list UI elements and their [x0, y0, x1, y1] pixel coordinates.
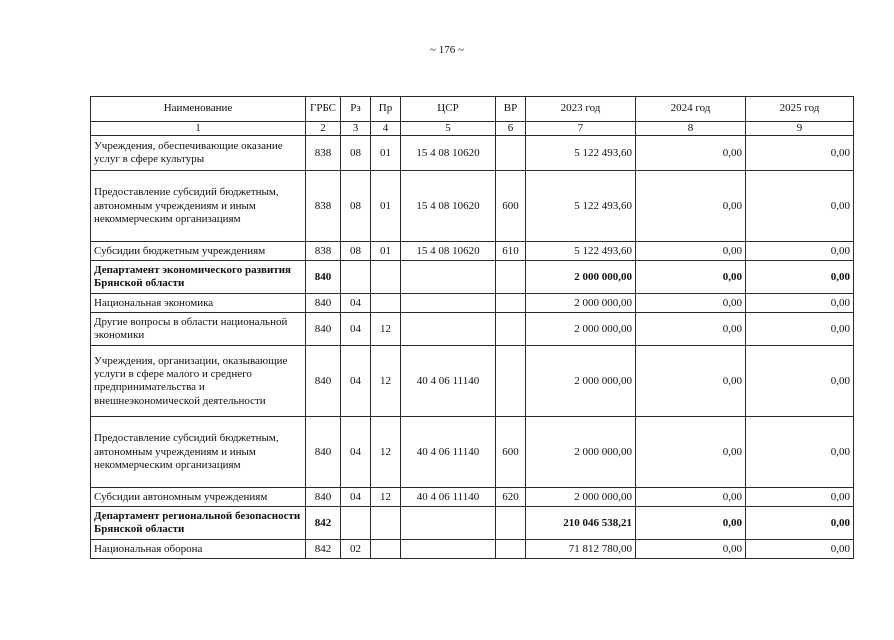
- cell-name: Предоставление субсидий бюджетным, автономным учреждениям и иным некоммерческим организациям: [91, 417, 306, 488]
- table-row: [91, 346, 854, 417]
- cell-2025: 0,00: [746, 294, 854, 313]
- table-row: [91, 313, 854, 346]
- header-cell-grbs: ГРБС: [306, 97, 341, 122]
- cell-2023: 2 000 000,00: [526, 261, 636, 294]
- cell-pr: 12: [371, 346, 401, 417]
- cell-grbs: 842: [306, 540, 341, 559]
- cell-grbs: 840: [306, 346, 341, 417]
- cell-2024: 0,00: [636, 242, 746, 261]
- cell-name: Учреждения, организации, оказывающие услуги в сфере малого и среднего предпринимательства и внешнеэкономической деятельности: [91, 346, 306, 417]
- column-number: 8: [636, 122, 746, 136]
- cell-pr: 12: [371, 417, 401, 488]
- cell-pr: 01: [371, 171, 401, 242]
- table-row: [91, 488, 854, 507]
- table-row: [91, 136, 854, 171]
- header-cell-pr: Пр: [371, 97, 401, 122]
- cell-grbs: 842: [306, 507, 341, 540]
- cell-rz: 04: [341, 488, 371, 507]
- cell-csr: 15 4 08 10620: [401, 136, 496, 171]
- header-cell-rz: Рз: [341, 97, 371, 122]
- cell-rz: [341, 507, 371, 540]
- budget-table: [90, 96, 854, 559]
- cell-2025: 0,00: [746, 417, 854, 488]
- cell-grbs: 840: [306, 417, 341, 488]
- cell-2023: 2 000 000,00: [526, 346, 636, 417]
- cell-rz: [341, 261, 371, 294]
- cell-2023: 5 122 493,60: [526, 242, 636, 261]
- column-number: 2: [306, 122, 341, 136]
- cell-2024: 0,00: [636, 488, 746, 507]
- cell-csr: [401, 261, 496, 294]
- column-number: 7: [526, 122, 636, 136]
- cell-vr: [496, 346, 526, 417]
- cell-vr: [496, 313, 526, 346]
- cell-rz: 02: [341, 540, 371, 559]
- cell-pr: [371, 261, 401, 294]
- cell-pr: 12: [371, 488, 401, 507]
- cell-grbs: 840: [306, 261, 341, 294]
- cell-pr: 01: [371, 242, 401, 261]
- cell-2024: 0,00: [636, 540, 746, 559]
- cell-grbs: 840: [306, 488, 341, 507]
- table-row: [91, 171, 854, 242]
- cell-pr: [371, 540, 401, 559]
- cell-name: Субсидии бюджетным учреждениям: [91, 242, 306, 261]
- cell-2024: 0,00: [636, 136, 746, 171]
- cell-vr: [496, 136, 526, 171]
- cell-name: Субсидии автономным учреждениям: [91, 488, 306, 507]
- cell-pr: [371, 507, 401, 540]
- cell-2024: 0,00: [636, 171, 746, 242]
- cell-2023: 2 000 000,00: [526, 417, 636, 488]
- cell-2024: 0,00: [636, 313, 746, 346]
- header-cell-vr: ВР: [496, 97, 526, 122]
- cell-2023: 2 000 000,00: [526, 313, 636, 346]
- table-row: [91, 242, 854, 261]
- cell-csr: [401, 540, 496, 559]
- cell-2025: 0,00: [746, 507, 854, 540]
- cell-rz: 08: [341, 242, 371, 261]
- cell-grbs: 840: [306, 313, 341, 346]
- cell-2025: 0,00: [746, 242, 854, 261]
- cell-rz: 04: [341, 417, 371, 488]
- cell-csr: 15 4 08 10620: [401, 171, 496, 242]
- cell-2023: 5 122 493,60: [526, 171, 636, 242]
- column-number: 3: [341, 122, 371, 136]
- cell-csr: 40 4 06 11140: [401, 417, 496, 488]
- cell-rz: 08: [341, 171, 371, 242]
- column-number: 9: [746, 122, 854, 136]
- cell-pr: 12: [371, 313, 401, 346]
- cell-2025: 0,00: [746, 171, 854, 242]
- cell-2023: 2 000 000,00: [526, 488, 636, 507]
- header-cell-2025: 2025 год: [746, 97, 854, 122]
- column-number: 1: [91, 122, 306, 136]
- cell-csr: [401, 507, 496, 540]
- cell-2025: 0,00: [746, 488, 854, 507]
- cell-2024: 0,00: [636, 417, 746, 488]
- header-cell-2024: 2024 год: [636, 97, 746, 122]
- cell-2025: 0,00: [746, 313, 854, 346]
- cell-pr: [371, 294, 401, 313]
- cell-vr: [496, 507, 526, 540]
- cell-name: Национальная экономика: [91, 294, 306, 313]
- table-row: [91, 540, 854, 559]
- cell-vr: 600: [496, 171, 526, 242]
- cell-csr: [401, 313, 496, 346]
- header-cell-csr: ЦСР: [401, 97, 496, 122]
- cell-vr: 610: [496, 242, 526, 261]
- cell-grbs: 840: [306, 294, 341, 313]
- column-number-row: [91, 122, 854, 136]
- table-row: [91, 507, 854, 540]
- header-cell-name: Наименование: [91, 97, 306, 122]
- cell-grbs: 838: [306, 242, 341, 261]
- cell-name: Предоставление субсидий бюджетным, автономным учреждениям и иным некоммерческим организациям: [91, 171, 306, 242]
- cell-2023: 2 000 000,00: [526, 294, 636, 313]
- cell-2025: 0,00: [746, 540, 854, 559]
- cell-name: Учреждения, обеспечивающие оказание услуг в сфере культуры: [91, 136, 306, 171]
- cell-vr: [496, 540, 526, 559]
- table-row: [91, 417, 854, 488]
- cell-2025: 0,00: [746, 136, 854, 171]
- header-row: [91, 97, 854, 122]
- cell-rz: 04: [341, 346, 371, 417]
- header-cell-2023: 2023 год: [526, 97, 636, 122]
- cell-2025: 0,00: [746, 346, 854, 417]
- cell-2023: 210 046 538,21: [526, 507, 636, 540]
- cell-2024: 0,00: [636, 294, 746, 313]
- cell-2024: 0,00: [636, 346, 746, 417]
- cell-csr: 40 4 06 11140: [401, 488, 496, 507]
- cell-grbs: 838: [306, 171, 341, 242]
- cell-name: Другие вопросы в области национальной экономики: [91, 313, 306, 346]
- cell-2024: 0,00: [636, 507, 746, 540]
- cell-2023: 71 812 780,00: [526, 540, 636, 559]
- cell-rz: 08: [341, 136, 371, 171]
- table-row: [91, 261, 854, 294]
- cell-csr: 15 4 08 10620: [401, 242, 496, 261]
- cell-rz: 04: [341, 294, 371, 313]
- column-number: 6: [496, 122, 526, 136]
- cell-2023: 5 122 493,60: [526, 136, 636, 171]
- cell-name: Национальная оборона: [91, 540, 306, 559]
- cell-2025: 0,00: [746, 261, 854, 294]
- cell-2024: 0,00: [636, 261, 746, 294]
- cell-vr: [496, 261, 526, 294]
- cell-vr: 620: [496, 488, 526, 507]
- cell-pr: 01: [371, 136, 401, 171]
- table-row: [91, 294, 854, 313]
- cell-csr: [401, 294, 496, 313]
- cell-rz: 04: [341, 313, 371, 346]
- cell-vr: 600: [496, 417, 526, 488]
- cell-name: Департамент региональной безопасности Брянской области: [91, 507, 306, 540]
- column-number: 5: [401, 122, 496, 136]
- column-number: 4: [371, 122, 401, 136]
- cell-csr: 40 4 06 11140: [401, 346, 496, 417]
- cell-name: Департамент экономического развития Брянской области: [91, 261, 306, 294]
- page-number: ~ 176 ~: [430, 44, 464, 56]
- cell-vr: [496, 294, 526, 313]
- cell-grbs: 838: [306, 136, 341, 171]
